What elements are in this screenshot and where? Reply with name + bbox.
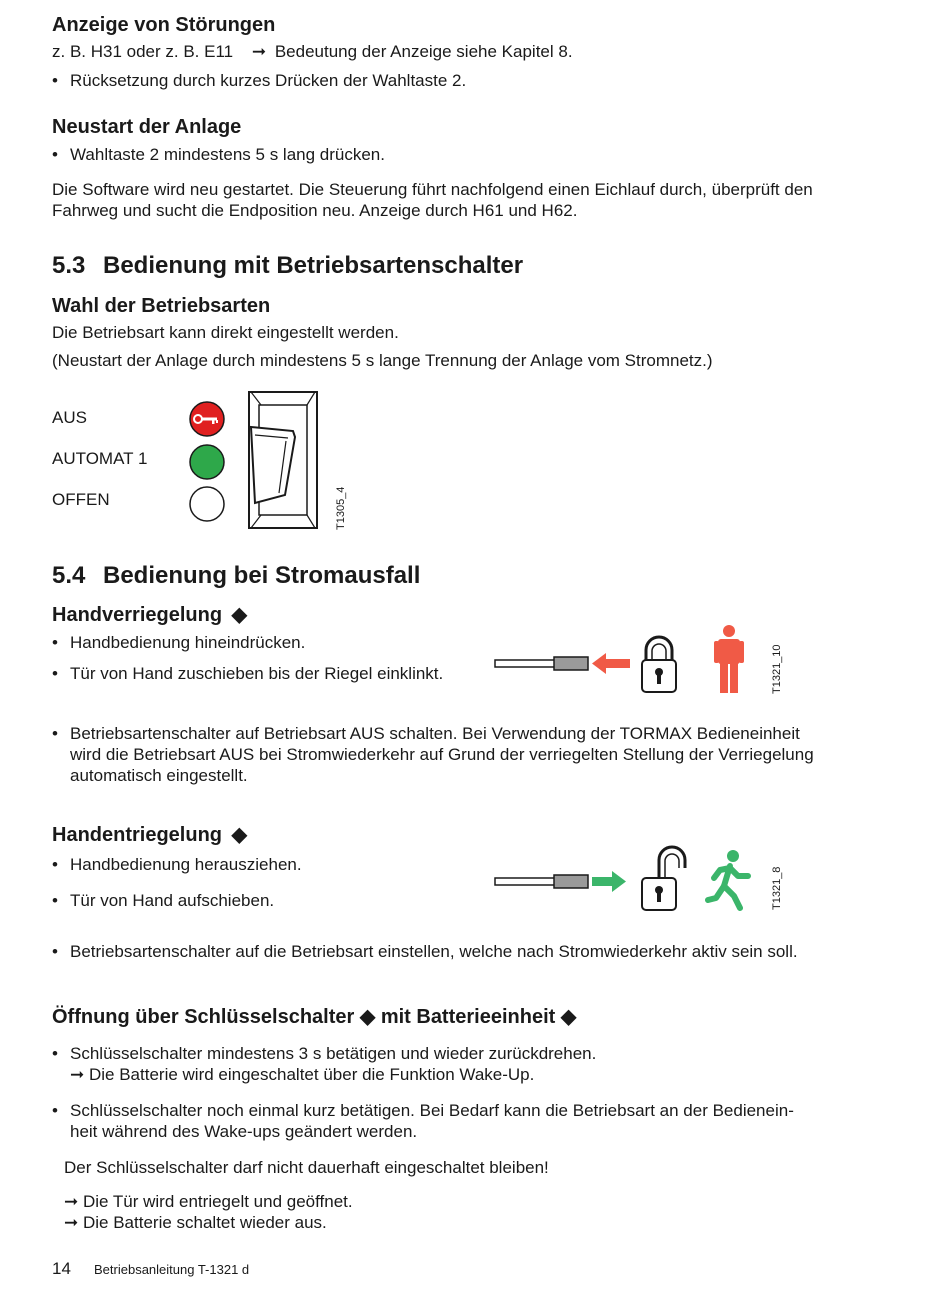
bullet-icon: • (52, 1044, 58, 1063)
standing-person-icon (714, 625, 744, 693)
handentriegelung-title: Handentriegelung (52, 824, 223, 846)
rocker-switch-icon (249, 392, 317, 528)
schluessel-bullet-1-result: Die Batterie wird eingeschaltet über die Funktion Wake-Up. (88, 1065, 535, 1084)
verriegelung-bullet-1: Handbedienung hineindrücken. (70, 633, 306, 652)
mode-indicator-offen (190, 487, 224, 521)
bullet-icon: • (52, 664, 58, 683)
schluessel-result-2-text: Die Batterie schaltet wieder aus. (82, 1213, 327, 1232)
schluessel-bullet-1-line1: Schlüsselschalter mindestens 3 s betätigen und wieder zurückdrehen. (70, 1044, 597, 1063)
heading-handverriegelung (52, 603, 247, 627)
stoerungen-example (52, 41, 573, 62)
schluessel-result-1 (64, 1191, 353, 1212)
unlock-figure (494, 840, 764, 920)
arrow-left-icon (592, 653, 630, 674)
heading-handentriegelung (52, 823, 247, 847)
bullet-icon: • (52, 71, 58, 90)
entriegelung-bullet-3: Betriebsartenschalter auf die Betriebsart einstellen, welche nach Stromwiederkehr aktiv sein soll. (70, 942, 798, 961)
bullet-icon: • (52, 855, 58, 874)
diamond-icon: ◆ (560, 1006, 577, 1028)
heading-wahl-betriebsarten: Wahl der Betriebsarten (52, 295, 271, 317)
betriebsart-line1: Die Betriebsart kann direkt eingestellt werden. (52, 323, 399, 342)
stoerungen-bullet: Rücksetzung durch kurzes Drücken der Wahltaste 2. (70, 71, 467, 90)
schluessel-note: Der Schlüsselschalter darf nicht dauerhaft eingeschaltet bleiben! (64, 1158, 549, 1177)
bullet-icon: • (52, 942, 58, 961)
schluessel-result-2 (64, 1212, 327, 1233)
diamond-icon: ◆ (231, 604, 247, 626)
bullet-icon: • (52, 145, 58, 164)
mode-switch-figure (185, 385, 355, 535)
bullet-icon: • (52, 724, 58, 743)
section-title: Bedienung mit Betriebsartenschalter (103, 252, 524, 279)
arrow-icon: ➞ (64, 1213, 79, 1232)
arrow-icon: ➞ (64, 1192, 79, 1211)
verriegelung-bullet-3-line3: automatisch eingestellt. (70, 766, 248, 785)
mode-label-aus: AUS (52, 408, 87, 427)
mode-label-automat: AUTOMAT 1 (52, 449, 148, 468)
schluessel-bullet-1-line2 (70, 1064, 534, 1085)
diamond-icon: ◆ (231, 824, 247, 846)
bullet-icon: • (52, 633, 58, 652)
lock-figure (494, 620, 764, 700)
bullet-icon: • (52, 891, 58, 910)
stoerungen-codes: z. B. H31 oder z. B. E11 (52, 42, 234, 61)
verriegelung-bullet-3-line2: wird die Betriebsart AUS bei Stromwiederkehr auf Grund der verriegelten Stellung der Verriegelung (70, 745, 814, 764)
section-number: 5.3 (52, 252, 86, 279)
heading-stoerungen: Anzeige von Störungen (52, 14, 276, 36)
schluessel-result-1-text: Die Tür wird entriegelt und geöffnet. (82, 1192, 353, 1211)
schluessel-title-b: mit Batterieeinheit (380, 1006, 556, 1028)
running-person-icon (708, 850, 748, 908)
mode-indicator-automat (190, 445, 224, 479)
padlock-closed-icon (642, 637, 676, 692)
neustart-bullet: Wahltaste 2 mindestens 5 s lang drücken. (70, 145, 385, 164)
neustart-paragraph-line1: Die Software wird neu gestartet. Die Steuerung führt nachfolgend einen Eichlauf durch, überprüft den (52, 180, 813, 199)
section-title: Bedienung bei Stromausfall (103, 562, 421, 589)
figure-id: T1305_4 (335, 486, 347, 530)
stoerungen-reference: Bedeutung der Anzeige siehe Kapitel 8. (274, 42, 573, 61)
heading-neustart: Neustart der Anlage (52, 116, 242, 138)
arrow-icon: ➞ (251, 42, 267, 61)
schluessel-bullet-2-line2: heit während des Wake-ups geändert werden. (70, 1122, 418, 1141)
bullet-icon: • (52, 1101, 58, 1120)
section-title-5-3 (52, 252, 523, 280)
entriegelung-bullet-2: Tür von Hand aufschieben. (70, 891, 275, 910)
verriegelung-bullet-3-line1: Betriebsartenschalter auf Betriebsart AUS schalten. Bei Verwendung der TORMAX Bedieneinheit (70, 724, 800, 743)
mode-indicator-aus (190, 402, 224, 436)
mode-label-offen: OFFEN (52, 490, 110, 509)
figure-id: T1321_10 (771, 644, 783, 694)
padlock-open-icon (642, 847, 685, 910)
verriegelung-bullet-2: Tür von Hand zuschieben bis der Riegel einklinkt. (70, 664, 444, 683)
handle-rod-icon (495, 657, 588, 670)
section-title-5-4 (52, 562, 420, 590)
diamond-icon: ◆ (359, 1006, 376, 1028)
entriegelung-bullet-1: Handbedienung herausziehen. (70, 855, 302, 874)
neustart-paragraph-line2: Fahrweg und sucht die Endposition neu. Anzeige durch H61 und H62. (52, 201, 578, 220)
schluessel-bullet-2-line1: Schlüsselschalter noch einmal kurz betätigen. Bei Bedarf kann die Betriebsart an der Bedienein- (70, 1101, 794, 1120)
heading-schluesselschalter (52, 1005, 576, 1029)
arrow-icon: ➞ (70, 1065, 85, 1084)
section-number: 5.4 (52, 562, 86, 589)
handverriegelung-title: Handverriegelung (52, 604, 223, 626)
document-title: Betriebsanleitung T-1321 d (94, 1262, 250, 1277)
handle-rod-icon (495, 875, 588, 888)
schluessel-title-a: Öffnung über Schlüsselschalter (52, 1006, 355, 1028)
figure-id: T1321_8 (771, 866, 783, 910)
page-number: 14 (52, 1259, 71, 1278)
betriebsart-line2: (Neustart der Anlage durch mindestens 5 s lange Trennung der Anlage vom Stromnetz.) (52, 351, 713, 370)
arrow-right-icon (592, 871, 626, 892)
